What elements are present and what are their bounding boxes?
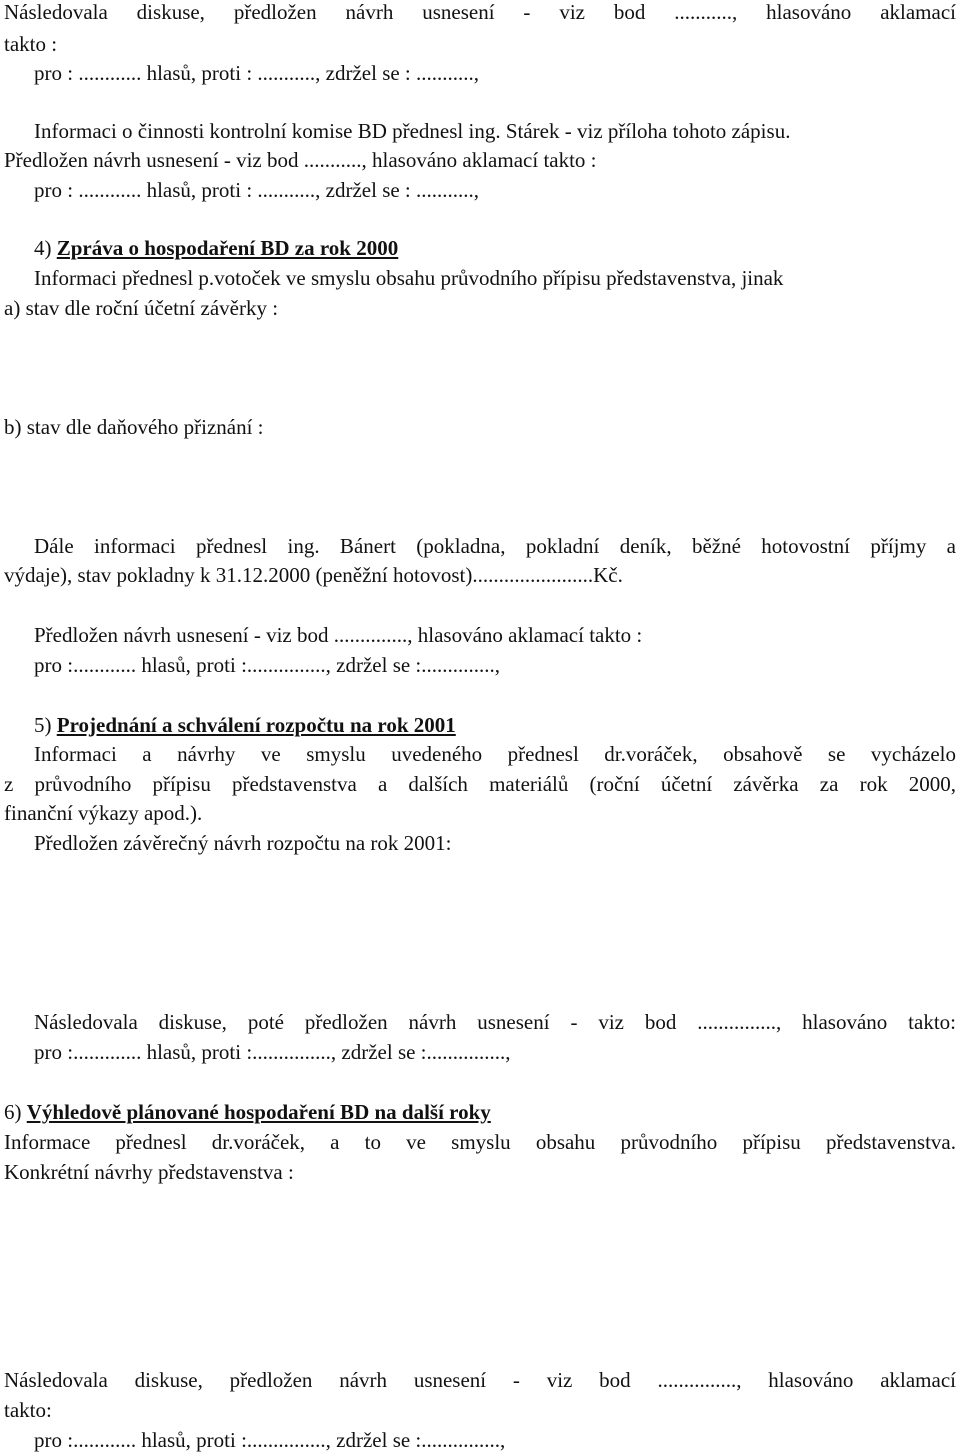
discussion-line-cont: takto :: [4, 32, 58, 56]
vote-line: pro :............ hlasů, proti :..............., zdržel se :..............,: [34, 653, 501, 677]
vote-line: pro : ............ hlasů, proti : ..........., zdržel se : ...........,: [34, 178, 480, 202]
paragraph-line: Informace přednesl dr.voráček, a to ve smyslu obsahu průvodního přípisu představenstva.: [4, 1130, 956, 1154]
resolution-line: Předložen návrh usnesení - viz bod .............., hlasováno aklamací takto :: [34, 623, 643, 647]
section-number: 5): [34, 713, 52, 737]
paragraph-line: Informaci a návrhy ve smyslu uvedeného přednesl dr.voráček, obsahově se vycházelo: [34, 742, 956, 766]
paragraph-line: Dále informaci přednesl ing. Bánert (pokladna, pokladní deník, běžné hotovostní příjmy a: [34, 534, 956, 558]
paragraph-line: z průvodního přípisu představenstva a dalších materiálů (roční účetní závěrka za rok 2000,: [4, 772, 956, 796]
paragraph-line: Konkrétní návrhy představenstva :: [4, 1160, 294, 1184]
paragraph-line: Předložen závěrečný návrh rozpočtu na rok 2001:: [34, 831, 452, 855]
discussion-line-cont: takto:: [4, 1398, 52, 1422]
resolution-line: Předložen návrh usnesení - viz bod ..........., hlasováno aklamací takto :: [4, 148, 597, 172]
section-title: Projednání a schválení rozpočtu na rok 2001: [56, 713, 456, 737]
vote-line: pro :............ hlasů, proti :..............., zdržel se :...............,: [34, 1428, 506, 1452]
section-number: 4): [34, 236, 52, 260]
section-6-heading: [4, 1099, 491, 1125]
vote-line: pro :............. hlasů, proti :..............., zdržel se :...............,: [34, 1040, 511, 1064]
section-title: Výhledově plánované hospodaření BD na další roky: [26, 1100, 491, 1124]
discussion-line: Následovala diskuse, předložen návrh usnesení - viz bod ..........., hlasováno aklamací: [4, 0, 956, 24]
paragraph-line: a) stav dle roční účetní závěrky :: [4, 296, 279, 320]
discussion-line: Následovala diskuse, poté předložen návrh usnesení - viz bod ..............., hlasováno takto:: [34, 1010, 956, 1034]
discussion-line: Následovala diskuse, předložen návrh usnesení - viz bod ..............., hlasováno aklamací: [4, 1368, 956, 1392]
section-number: 6): [4, 1100, 22, 1124]
paragraph-line: b) stav dle daňového přiznání :: [4, 415, 264, 439]
paragraph-line: Informaci přednesl p.votoček ve smyslu obsahu průvodního přípisu představenstva, jinak: [34, 266, 784, 290]
section-5-heading: [34, 712, 456, 738]
section-4-heading: [34, 235, 398, 261]
section-title: Zpráva o hospodaření BD za rok 2000: [56, 236, 399, 260]
control-committee-line: Informaci o činnosti kontrolní komise BD přednesl ing. Stárek - viz příloha tohoto zápisu.: [34, 119, 791, 143]
vote-line: pro : ............ hlasů, proti : ..........., zdržel se : ...........,: [34, 61, 480, 85]
paragraph-line: výdaje), stav pokladny k 31.12.2000 (peněžní hotovost).......................Kč.: [4, 563, 623, 587]
paragraph-line: finanční výkazy apod.).: [4, 801, 203, 825]
